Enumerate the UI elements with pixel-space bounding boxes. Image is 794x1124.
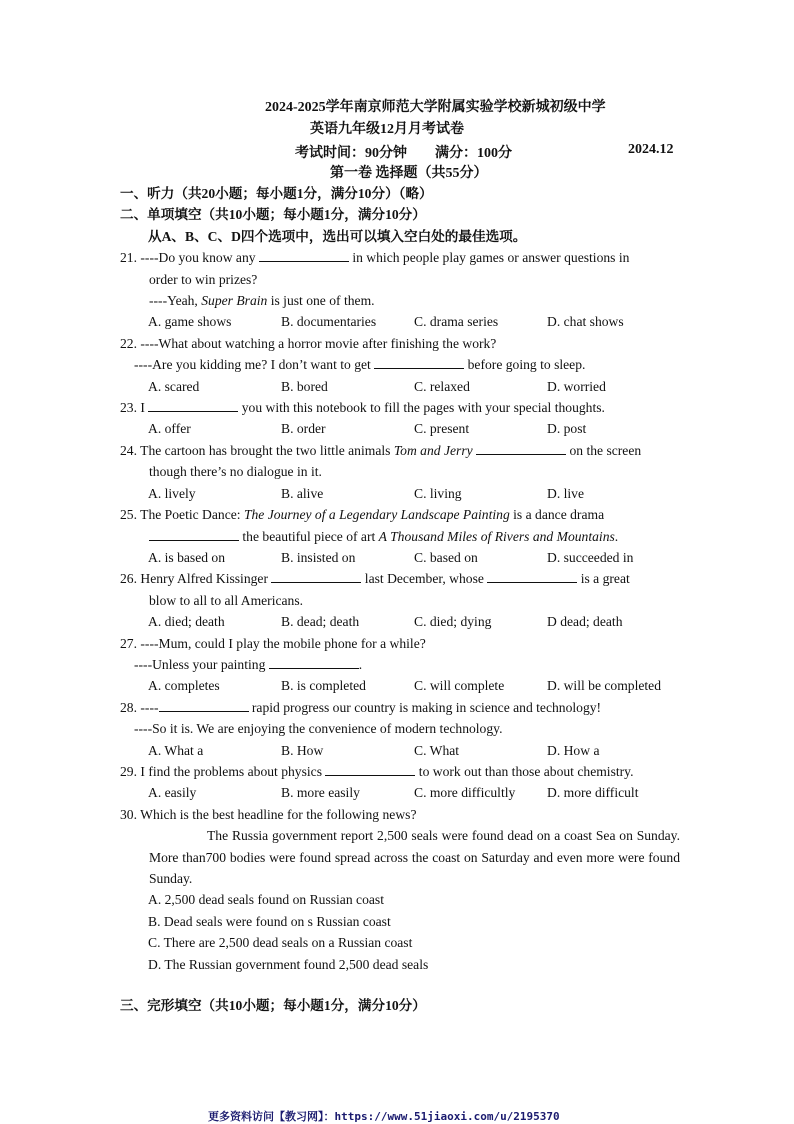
answer-blank bbox=[487, 568, 577, 583]
option-a: A. game shows bbox=[148, 314, 232, 330]
question-dialogue: ----Unless your painting . bbox=[120, 654, 680, 675]
option-c: C. more difficultly bbox=[414, 785, 516, 801]
question-29 bbox=[120, 761, 680, 804]
question-25 bbox=[120, 504, 680, 568]
question-stem: 25. The Poetic Dance: The Journey of a Legendary Landscape Painting is a dance drama bbox=[120, 507, 605, 523]
options bbox=[120, 311, 680, 332]
answer-blank bbox=[159, 697, 249, 712]
option-d: D. more difficult bbox=[547, 785, 639, 801]
question-stem-cont: order to win prizes? bbox=[149, 271, 258, 287]
option-a: A. died; death bbox=[148, 614, 225, 630]
options bbox=[120, 376, 680, 397]
answer-blank bbox=[148, 397, 238, 412]
option-b: B. bored bbox=[281, 378, 328, 394]
option-a: A. What a bbox=[148, 742, 204, 758]
question-stem-cont: the beautiful piece of art A Thousand Miles of Rivers and Mountains. bbox=[120, 526, 680, 547]
option-a: A. 2,500 dead seals found on Russian coast bbox=[148, 892, 384, 908]
question-stem: 28. ---- rapid progress our country is making in science and technology! bbox=[120, 697, 680, 718]
exam-title-line2: 英语九年级12月月考试卷 bbox=[310, 122, 464, 137]
question-21 bbox=[120, 247, 680, 333]
question-stem-cont: though there’s no dialogue in it. bbox=[149, 464, 322, 480]
answer-blank bbox=[374, 354, 464, 369]
option-c: C. drama series bbox=[414, 314, 499, 330]
options bbox=[120, 782, 680, 803]
option-b: B. is completed bbox=[281, 678, 366, 694]
option-d: D. will be completed bbox=[547, 678, 662, 694]
option-c: C. living bbox=[414, 485, 462, 501]
question-26 bbox=[120, 568, 680, 632]
question-dialogue: ----So it is. We are enjoying the convenience of modern technology. bbox=[134, 721, 503, 737]
question-dialogue: ----Yeah, Super Brain is just one of them. bbox=[149, 293, 375, 309]
question-24 bbox=[120, 440, 680, 504]
options bbox=[120, 611, 680, 632]
question-stem: 26. Henry Alfred Kissinger last December, whose is a great bbox=[120, 568, 680, 589]
question-stem: 21. ----Do you know any in which people play games or answer questions in bbox=[120, 247, 680, 268]
options bbox=[120, 483, 680, 504]
options bbox=[120, 418, 680, 439]
option-d: D. live bbox=[547, 485, 584, 501]
question-stem: 29. I find the problems about physics to work out than those about chemistry. bbox=[120, 761, 680, 782]
option-b: B. more easily bbox=[281, 785, 360, 801]
news-passage: The Russia government report 2,500 seals were found dead on a coast Sea on Sunday. More than700 bodies were found spread across the coast on Saturday and even more were found Sunday. bbox=[149, 828, 680, 886]
exam-content bbox=[120, 183, 680, 1016]
option-d: D. worried bbox=[547, 378, 606, 394]
answer-blank bbox=[325, 761, 415, 776]
exam-time: 考试时间：90分钟 bbox=[295, 146, 407, 161]
option-d: D. succeeded in bbox=[547, 549, 634, 565]
option-b: B. How bbox=[281, 742, 324, 758]
option-d: D. chat shows bbox=[547, 314, 624, 330]
option-c: C. will complete bbox=[414, 678, 505, 694]
footer-link[interactable]: 更多资料访问【教习网】：https://www.51jiaoxi.com/u/2195370 bbox=[208, 1110, 560, 1123]
option-b: B. alive bbox=[281, 485, 324, 501]
option-c: C. What bbox=[414, 742, 460, 758]
exam-score: 满分：100分 bbox=[435, 146, 512, 161]
options bbox=[120, 740, 680, 761]
question-27 bbox=[120, 633, 680, 697]
question-23 bbox=[120, 397, 680, 440]
question-22 bbox=[120, 333, 680, 397]
option-a: A. scared bbox=[148, 378, 200, 394]
section-single-choice: 二、单项填空（共10小题；每小题1分，满分10分） bbox=[120, 207, 426, 223]
exam-info bbox=[295, 142, 512, 162]
answer-blank bbox=[149, 526, 239, 541]
section-instruction: 从A、B、C、D四个选项中，选出可以填入空白处的最佳选项。 bbox=[148, 228, 527, 244]
option-a: A. offer bbox=[148, 421, 191, 437]
exam-date: 2024.12 bbox=[628, 142, 674, 157]
option-c: C. There are 2,500 dead seals on a Russian coast bbox=[148, 935, 413, 951]
option-c: C. present bbox=[414, 421, 470, 437]
option-c: C. relaxed bbox=[414, 378, 470, 394]
question-stem: 24. The cartoon has brought the two little animals Tom and Jerry on the screen bbox=[120, 440, 680, 461]
answer-blank bbox=[259, 247, 349, 262]
option-b: B. Dead seals were found on s Russian coast bbox=[148, 913, 391, 929]
section-listening: 一、听力（共20小题；每小题1分，满分10分）（略） bbox=[120, 186, 433, 201]
answer-blank bbox=[271, 568, 361, 583]
option-a: A. is based on bbox=[148, 549, 226, 565]
question-stem: 22. ----What about watching a horror movie after finishing the work? bbox=[120, 335, 497, 351]
option-d: D. How a bbox=[547, 742, 600, 758]
option-d: D dead; death bbox=[547, 614, 623, 630]
part-heading: 第一卷 选择题（共55分） bbox=[330, 166, 488, 181]
option-b: B. insisted on bbox=[281, 549, 356, 565]
question-stem: 30. Which is the best headline for the following news? bbox=[120, 806, 417, 822]
question-28 bbox=[120, 697, 680, 761]
option-d: D. The Russian government found 2,500 dead seals bbox=[148, 956, 429, 972]
section-cloze: 三、完形填空（共10小题；每小题1分，满分10分） bbox=[120, 998, 426, 1014]
question-stem: 27. ----Mum, could I play the mobile phone for a while? bbox=[120, 635, 426, 651]
question-dialogue: ----Are you kidding me? I don’t want to get before going to sleep. bbox=[120, 354, 680, 375]
question-stem-cont: blow to all to all Americans. bbox=[149, 592, 304, 608]
options bbox=[120, 889, 680, 975]
option-a: A. lively bbox=[148, 485, 196, 501]
option-b: B. documentaries bbox=[281, 314, 377, 330]
options bbox=[120, 675, 680, 696]
option-b: B. dead; death bbox=[281, 614, 360, 630]
option-d: D. post bbox=[547, 421, 587, 437]
answer-blank bbox=[476, 440, 566, 455]
question-stem: 23. I you with this notebook to fill the pages with your special thoughts. bbox=[120, 397, 680, 418]
option-c: C. based on bbox=[414, 549, 478, 565]
option-a: A. completes bbox=[148, 678, 220, 694]
exam-title-line1: 2024-2025学年南京师范大学附属实验学校新城初级中学 bbox=[265, 100, 606, 115]
option-c: C. died; dying bbox=[414, 614, 492, 630]
options bbox=[120, 547, 680, 568]
option-a: A. easily bbox=[148, 785, 197, 801]
question-30 bbox=[120, 804, 680, 975]
answer-blank bbox=[269, 654, 359, 669]
option-b: B. order bbox=[281, 421, 326, 437]
